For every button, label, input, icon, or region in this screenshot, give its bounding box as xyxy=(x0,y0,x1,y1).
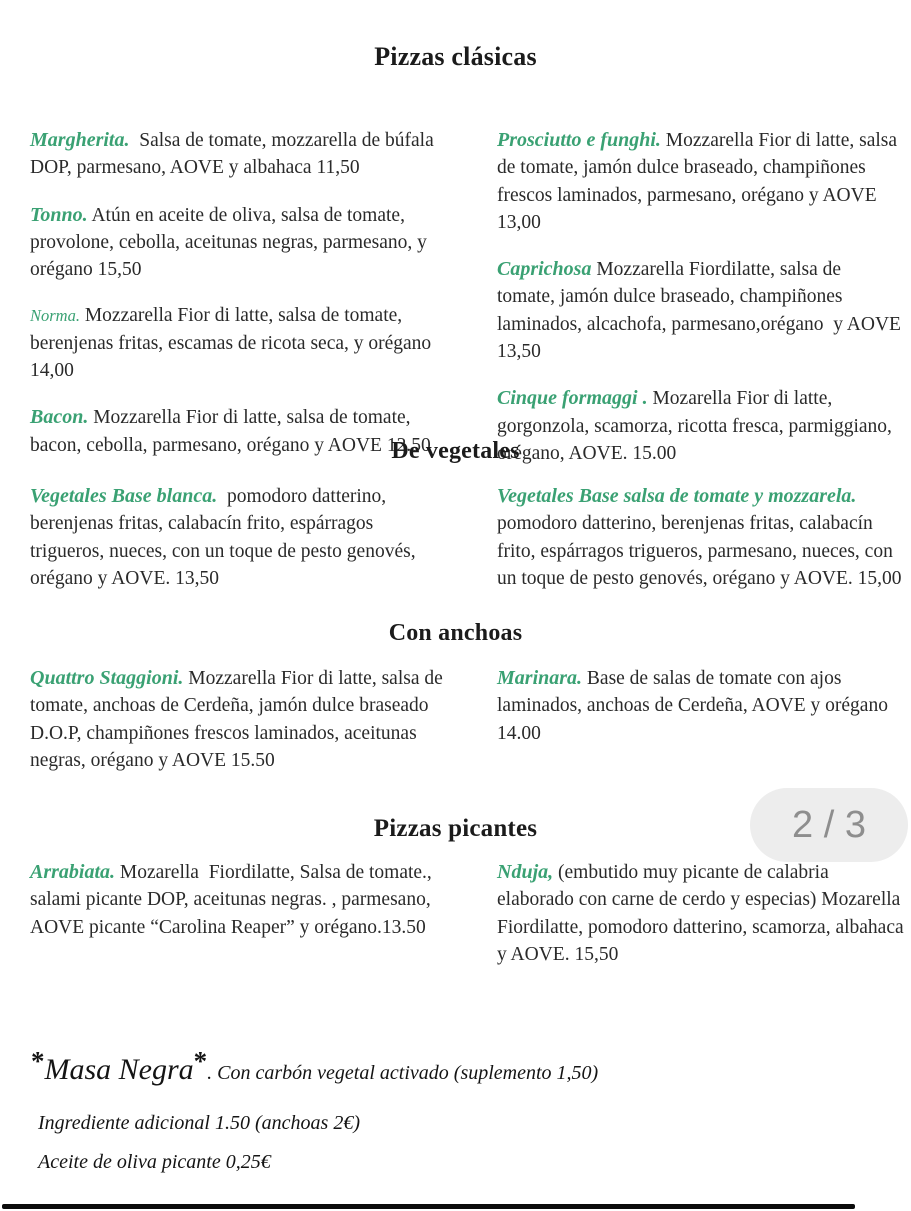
page-indicator xyxy=(750,788,908,862)
pizza-name: Nduja, xyxy=(497,861,554,883)
asterisk: * xyxy=(31,1046,45,1076)
picantes-right-column xyxy=(497,858,911,987)
pizza-description: Mozzarella Fiordilatte, salsa de tomate, jamón dulce braseado, champiñones laminados, alcachofa, parmesano,orégano y AOVE 13,50 xyxy=(497,259,906,363)
menu-item-quattro-staggioni xyxy=(30,664,452,774)
pizza-name: Norma. xyxy=(30,306,80,326)
pizza-description: pomodoro datterino, berenjenas fritas, calabacín frito, espárragos trigueros, nueces, con un toque de pesto genovés, orégano y AOVE. 13,50 xyxy=(30,486,421,589)
pizza-name: Margherita. xyxy=(30,129,130,151)
pizza-description: pomodoro datterino, berenjenas fritas, calabacín frito, espárragos trigueros, parmesano, nueces, con un toque de pesto genovés, orégano y AOVE. 15,00 xyxy=(497,486,902,589)
menu-item-nduja xyxy=(497,858,911,968)
clasicas-right-column xyxy=(497,126,906,486)
pizza-description: Mozzarella Fior di latte, salsa de tomate, bacon, cebolla, parmesano, orégano y AOVE 12.50 xyxy=(30,407,431,456)
section-heading-vegetales: De vegetales xyxy=(391,438,520,464)
pizza-description: Mozzarella Fior di latte, salsa de tomate, jamón dulce braseado, champiñones frescos laminados, parmesano, orégano y AOVE 13,00 xyxy=(497,130,902,233)
pizza-description: Mozarella Fiordilatte, Salsa de tomate., salami picante DOP, aceitunas negras. , parmesano, AOVE picante “Carolina Reaper” y orégano.13.50 xyxy=(30,862,437,938)
menu-item-vegetales-base-blanca xyxy=(30,482,452,592)
masa-negra-description: . Con carbón vegetal activado (suplemento 1,50) xyxy=(207,1062,599,1084)
pizza-name: Tonno. xyxy=(30,203,88,226)
masa-negra-note xyxy=(31,1046,598,1087)
page-indicator-label: 2 / 3 xyxy=(792,803,866,846)
pizza-name: Quattro Staggioni. xyxy=(30,667,184,689)
menu-item-norma xyxy=(30,302,452,384)
section-heading-picantes: Pizzas picantes xyxy=(373,815,538,842)
pizza-description: Mozzarella Fior di latte, salsa de tomate, berenjenas fritas, escamas de ricota seca, y orégano 14,00 xyxy=(30,305,437,382)
pizza-name: Vegetales Base blanca. xyxy=(30,485,218,507)
pizza-description: Atún en aceite de oliva, salsa de tomate, provolone, cebolla, aceitunas negras, parmesano, y orégano 15,50 xyxy=(30,204,432,281)
pizza-description: Base de salas de tomate con ajos laminados, anchoas de Cerdeña, AOVE y orégano 14.00 xyxy=(497,668,893,744)
page-title: Pizzas clásicas xyxy=(374,42,537,71)
vegetales-right-column xyxy=(497,482,903,611)
pizza-name: Arrabiata. xyxy=(30,861,116,883)
anchoas-left-column xyxy=(30,664,452,793)
vegetales-left-column xyxy=(30,482,452,611)
menu-item-marinara xyxy=(497,664,901,747)
pizza-name: Vegetales Base salsa de tomate y mozzarela. xyxy=(497,485,857,507)
section-heading-anchoas: Con anchoas xyxy=(388,620,523,646)
pizza-description: (embutido muy picante de calabria elaborado con carne de cerdo y especias) Mozarella Fiordilatte, pomodoro datterino, scamorza, albahaca y AOVE. 15,50 xyxy=(497,862,911,965)
masa-negra-title: Masa Negra xyxy=(44,1053,194,1086)
menu-item-tonno xyxy=(30,201,452,284)
menu-item-arrabiata xyxy=(30,858,450,941)
menu-item-caprichosa xyxy=(497,255,906,365)
pizza-name: Cinque formaggi . xyxy=(497,387,648,410)
pizza-description: Mozzarella Fior di latte, salsa de tomate, anchoas de Cerdeña, jamón dulce braseado D.O.P, champiñones frescos laminados, aceitunas negras, orégano y AOVE 15.50 xyxy=(30,668,448,771)
pizza-name: Caprichosa xyxy=(497,258,592,281)
pizza-name: Bacon. xyxy=(30,406,89,429)
picantes-left-column xyxy=(30,858,450,960)
menu-item-margherita xyxy=(30,126,452,182)
menu-item-vegetales-base-salsa xyxy=(497,482,903,592)
pizza-description: Salsa de tomate, mozzarella de búfala DOP, parmesano, AOVE y albahaca 11,50 xyxy=(30,130,439,179)
pizza-name: Prosciutto e funghi. xyxy=(497,129,661,151)
anchoas-right-column xyxy=(497,664,901,766)
asterisk: * xyxy=(193,1046,208,1076)
pizza-description: Mozarella Fior di latte, gorgonzola, scamorza, ricotta fresca, parmiggiano, orégano, AOVE. 15.00 xyxy=(497,388,897,464)
spicy-oil-note: Aceite de oliva picante 0,25€ xyxy=(38,1151,271,1173)
menu-item-prosciutto-e-funghi xyxy=(497,126,901,236)
horizontal-scrollbar-thumb[interactable] xyxy=(2,1204,855,1209)
clasicas-left-column xyxy=(30,126,452,478)
pizza-name: Marinara. xyxy=(497,667,583,689)
extra-ingredient-note: Ingrediente adicional 1.50 (anchoas 2€) xyxy=(38,1112,360,1134)
